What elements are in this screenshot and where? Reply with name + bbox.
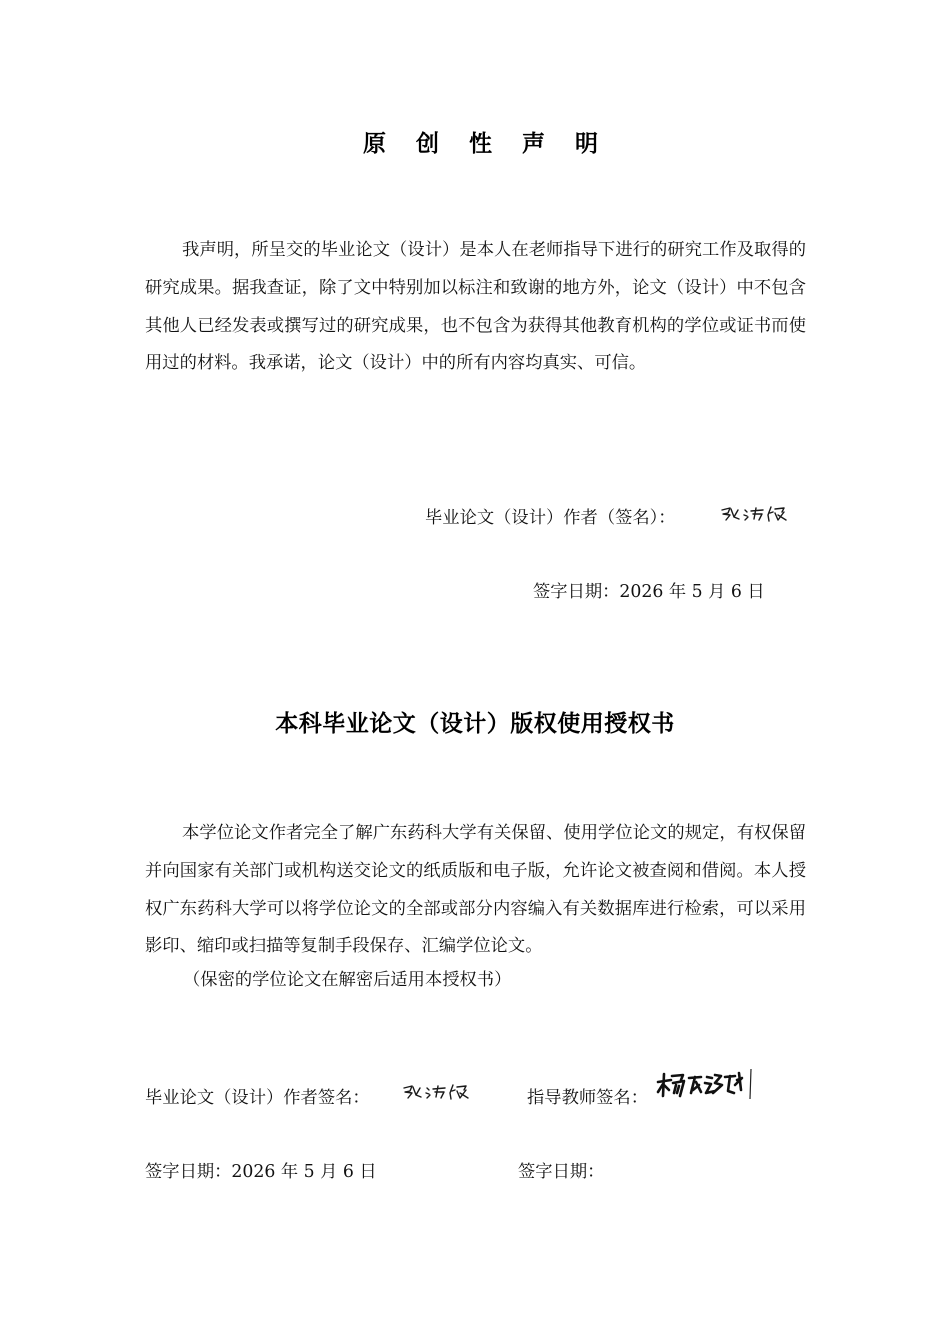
declaration-body xyxy=(145,232,806,383)
declaration-body-text: 我声明，所呈交的毕业论文（设计）是本人在老师指导下进行的研究工作及取得的研究成果。据我查证，除了文中特别加以标注和致谢的地方外，论文（设计）中不包含其他人已经发表或撰写过的研究成果，也不包含为获得其他教育机构的学位或证书而使用过的材料。我承诺，论文（设计）中的所有内容均真实、可信。 xyxy=(145,240,806,374)
authorization-body xyxy=(145,815,806,966)
advisor-date: 签字日期： xyxy=(518,1162,605,1182)
declaration-author-signature xyxy=(718,502,794,524)
originality-declaration-title: 原 创 性 声 明 xyxy=(362,131,610,157)
advisor-signature-label: 指导教师签名： xyxy=(527,1088,648,1108)
authorization-author-date: 签字日期：2026 年 5 月 6 日 xyxy=(145,1162,377,1182)
authorization-author-label: 毕业论文（设计）作者签名： xyxy=(145,1088,370,1108)
authorization-body-text: 本学位论文作者完全了解广东药科大学有关保留、使用学位论文的规定，有权保留并向国家有关部门或机构送交论文的纸质版和电子版，允许论文被查阅和借阅。本人授权广东药科大学可以将学位论文的全部或部分内容编入有关数据库进行检索，可以采用影印、缩印或扫描等复制手段保存、汇编学位论文。 xyxy=(145,823,806,957)
confidential-note: （保密的学位论文在解密后适用本授权书） xyxy=(183,970,512,990)
authorization-title: 本科毕业论文（设计）版权使用授权书 xyxy=(275,711,675,737)
declaration-date: 签字日期：2026 年 5 月 6 日 xyxy=(533,582,765,602)
advisor-signature xyxy=(655,1066,755,1102)
authorization-author-signature xyxy=(400,1080,476,1102)
declaration-author-label: 毕业论文（设计）作者（签名）： xyxy=(425,508,676,528)
